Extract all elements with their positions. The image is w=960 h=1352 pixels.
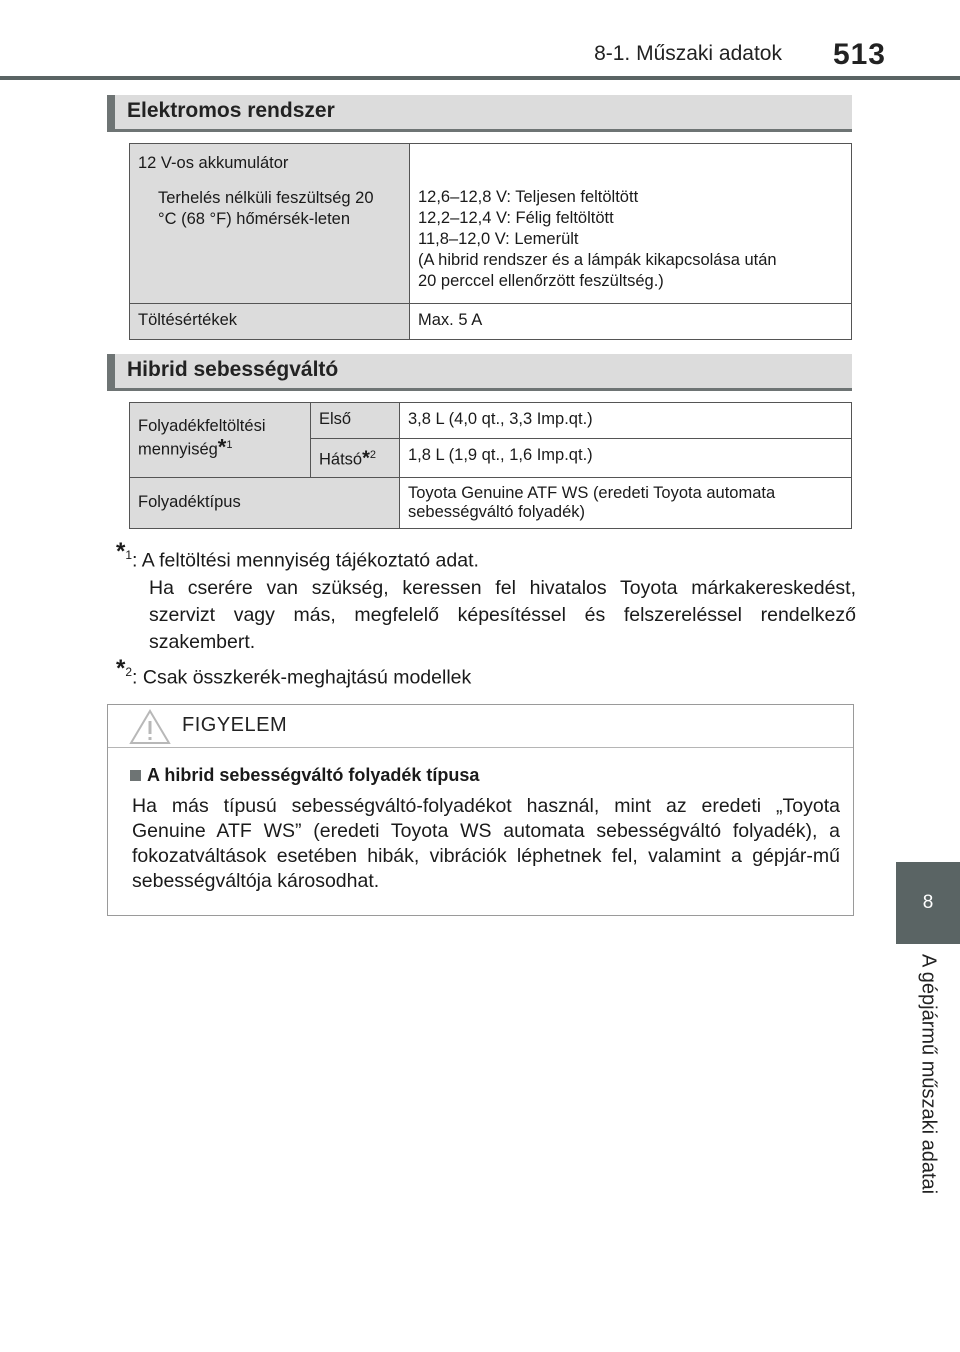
voltage-value: (A hibrid rendszer és a lámpák kikapcsolása után — [418, 251, 777, 269]
rear-label-cell — [311, 439, 400, 478]
charge-value: Max. 5 A — [410, 304, 852, 340]
footnote-2 — [116, 655, 856, 692]
section-title: Elektromos rendszer — [127, 99, 335, 122]
warning-triangle-icon — [128, 708, 172, 746]
front-label: Első — [311, 403, 400, 439]
header-divider — [0, 76, 960, 80]
table-row — [130, 477, 852, 528]
voltage-value: 11,8–12,0 V: Lemerült — [418, 230, 579, 248]
caution-subtitle: A hibrid sebességváltó folyadék típusa — [147, 765, 480, 785]
footnote-star-icon: * — [116, 538, 126, 565]
capacity-label-cell — [130, 403, 311, 478]
electrical-table — [129, 143, 852, 340]
footnote-1 — [116, 538, 856, 656]
battery-cell — [130, 144, 410, 304]
caution-subtitle-row — [130, 765, 479, 786]
chapter-title: A gépjármű műszaki adatai — [917, 954, 940, 1195]
footnote-number: 1 — [125, 548, 133, 562]
charge-label: Töltésértékek — [130, 304, 410, 340]
type-value: Toyota Genuine ATF WS (eredeti Toyota automata sebességváltó folyadék) — [400, 477, 852, 528]
caution-body: Ha más típusú sebességváltó-folyadékot használ, mint az eredeti „Toyota Genuine ATF WS” (eredeti Toyota WS automata sebességváltó folyadék), a fokozatváltások esetében hibák, vibrációk léphetnek fel, valamint a gépjár-mű sebességváltója károsodhat. — [132, 795, 840, 892]
capacity-label: Folyadékfeltöltési mennyiség — [138, 417, 266, 459]
table-row — [130, 144, 852, 304]
caution-label: FIGYELEM — [182, 714, 288, 736]
voltage-value: 12,2–12,4 V: Félig feltöltött — [418, 209, 614, 227]
table-row — [130, 403, 852, 439]
page-number: 513 — [832, 38, 886, 71]
rear-label: Hátsó — [319, 450, 363, 469]
front-value: 3,8 L (4,0 qt., 3,3 Imp.qt.) — [400, 403, 852, 439]
footnote-continuation: Ha cserére van szükség, keressen fel hivatalos Toyota márkakereskedést, szervizt vagy más, megfelelő képesítéssel és felszereléssel rendelkező szakembert. — [149, 576, 856, 653]
footnote-star-icon: * — [217, 434, 227, 460]
section-heading-electrical — [107, 95, 852, 132]
rear-value: 1,8 L (1,9 qt., 1,6 Imp.qt.) — [400, 439, 852, 478]
voltage-label: Terhelés nélküli feszültség 20 °C (68 °F) hőmérsék-leten — [158, 189, 374, 228]
transmission-table — [129, 402, 852, 529]
chapter-number: 8 — [922, 892, 934, 913]
chapter-tab — [896, 862, 960, 944]
battery-label: 12 V-os akkumulátor — [138, 154, 289, 172]
footnote-lead: : A feltöltési mennyiség tájékoztató adat. — [132, 549, 479, 572]
footnote-star-icon: * — [116, 655, 126, 682]
chapter-title-vertical — [896, 944, 960, 1214]
footnote-number: 2 — [125, 665, 133, 679]
square-bullet-icon — [130, 770, 141, 781]
voltage-value: 12,6–12,8 V: Teljesen feltöltött — [418, 188, 639, 206]
header-section-title: 8-1. Műszaki adatok — [594, 42, 782, 65]
section-title: Hibrid sebességváltó — [127, 358, 339, 381]
voltage-values-cell — [410, 144, 852, 304]
caution-box — [107, 704, 854, 916]
footnote-lead: : Csak összkerék-meghajtású modellek — [132, 666, 472, 689]
capacity-note: 1 — [226, 439, 233, 451]
section-heading-transmission — [107, 354, 852, 391]
voltage-value: 20 perccel ellenőrzött feszültség.) — [418, 272, 664, 290]
rear-note: 2 — [369, 449, 377, 461]
caution-header — [108, 705, 853, 748]
table-row — [130, 304, 852, 340]
footnote-star-icon: * — [362, 447, 370, 470]
type-label: Folyadéktípus — [130, 477, 400, 528]
